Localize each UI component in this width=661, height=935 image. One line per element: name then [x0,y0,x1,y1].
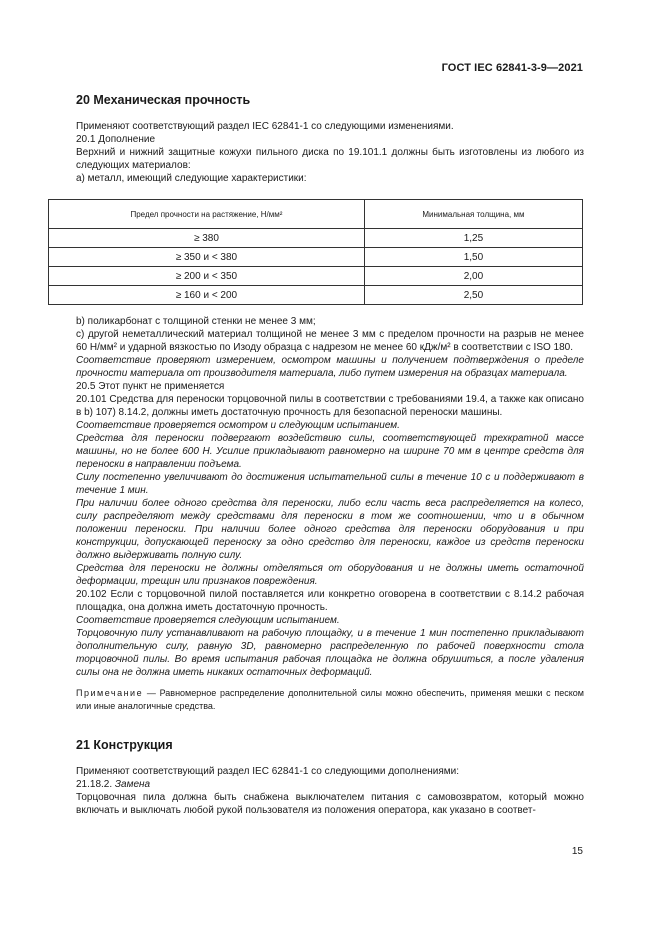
clause-number: 21.18.2. [76,779,115,790]
strength-cell: ≥ 200 и < 350 [49,267,365,286]
thickness-cell: 2,00 [364,267,582,286]
test-paragraph: Силу постепенно увеличивают до достижения испытательной силы в течение 10 с и поддерживают в течение 1 мин. [76,472,584,496]
compliance-paragraph: Соответствие проверяется осмотром и следующим испытанием. [76,420,400,431]
note [76,687,584,713]
paragraph: b) поликарбонат с толщиной стенки не менее 3 мм; [76,316,316,327]
note-label: Примечание [76,688,144,698]
paragraph: 20.101 Средства для переноски торцовочной пилы в соответствии с требованиями 19.4, а также как описано в b) 107) 8.14.2, должны иметь достаточную прочность для безопасной переноски машины. [76,394,584,418]
material-table [48,199,583,305]
paragraph: 20.102 Если с торцовочной пилой поставляется или конкретно оговорена в соответствии с 8.14.2 рабочая площадка, она должна иметь достаточную прочность. [76,589,584,613]
paragraph: с) другой неметаллический материал толщиной не менее 3 мм с пределом прочности на разрыв не менее 60 Н/мм² и ударной вязкостью по Изоду образца с надрезом не менее 60 кДж/м² в соответствии с ISO 180. [76,329,584,353]
standard-header: ГОСТ IEC 62841-3-9—2021 [441,62,583,74]
table-row [49,248,583,267]
table-header-row [49,200,583,229]
paragraph: Торцовочная пила должна быть снабжена выключателем питания с самовозвратом, который можно включать и выключать любой рукой пользователя из положения оператора, как указано в соответ- [76,792,584,816]
column-header-strength: Предел прочности на растяжение, Н/мм² [49,200,365,229]
table-row [49,286,583,305]
paragraph: 20.5 Этот пункт не применяется [76,381,225,392]
clause-title: Замена [114,779,151,790]
paragraph: 20.1 Дополнение [76,134,156,145]
test-paragraph: Средства для переноски подвергают воздействию силы, соответствующей трехкратной массе машины, но не более 600 Н. Усилие прикладывают равномерно на ширине 70 мм в центре средств для переноски в направлении подъема. [76,433,584,470]
strength-cell: ≥ 380 [49,229,365,248]
thickness-cell: 1,50 [364,248,582,267]
compliance-paragraph: Соответствие проверяется следующим испытанием. [76,615,340,626]
paragraph: Применяют соответствующий раздел IEC 62841-1 со следующими изменениями. [76,121,454,132]
test-paragraph: При наличии более одного средства для переноски, либо если часть веса распределяется на колесо, силу распределяют между средствами для переноски в том же соотношении, что и в обычном положении переноски. При наличии более одного средства для переноски оборудования и при конструкции, допускающей переноску за одно средство для переноски, каждое из средств переноски должно выдерживать полную силу. [76,498,584,561]
strength-cell: ≥ 350 и < 380 [49,248,365,267]
thickness-cell: 1,25 [364,229,582,248]
thickness-cell: 2,50 [364,286,582,305]
column-header-thickness: Минимальная толщина, мм [364,200,582,229]
page-number: 15 [571,846,583,857]
table-row [49,267,583,286]
note-text: — Равномерное распределение дополнительной силы можно обеспечить, применяя мешки с песком или иные аналогичные средства. [76,688,584,711]
paragraph: а) металл, имеющий следующие характеристики: [76,173,307,184]
test-paragraph: Торцовочную пилу устанавливают на рабочую площадку, и в течение 1 мин постепенно прикладывают дополнительную силу, равную 3D, равномерно распределенную по рабочей поверхности стола торцовочной пилы. Во время испытания рабочая площадка не должна обрушиться, а после удаления силы она не должна иметь никаких остаточных деформаций. [76,628,584,678]
section-20-title: 20 Механическая прочность [76,93,251,107]
page-content [76,92,584,817]
paragraph [76,778,584,791]
paragraph: Верхний и нижний защитные кожухи пильного диска по 19.101.1 должны быть изготовлены из любого из следующих материалов: [76,147,584,171]
table-row [49,229,583,248]
section-21-title: 21 Конструкция [76,738,173,752]
strength-cell: ≥ 160 и < 200 [49,286,365,305]
paragraph: Применяют соответствующий раздел IEC 62841-1 со следующими дополнениями: [76,766,460,777]
compliance-paragraph: Соответствие проверяют измерением, осмотром машины и получением подтверждения о пределе прочности материала от производителя материала, либо путем измерения на образцах материала. [76,355,584,379]
test-paragraph: Средства для переноски не должны отделяться от оборудования и не должны иметь остаточной деформации, трещин или признаков повреждения. [76,563,584,587]
